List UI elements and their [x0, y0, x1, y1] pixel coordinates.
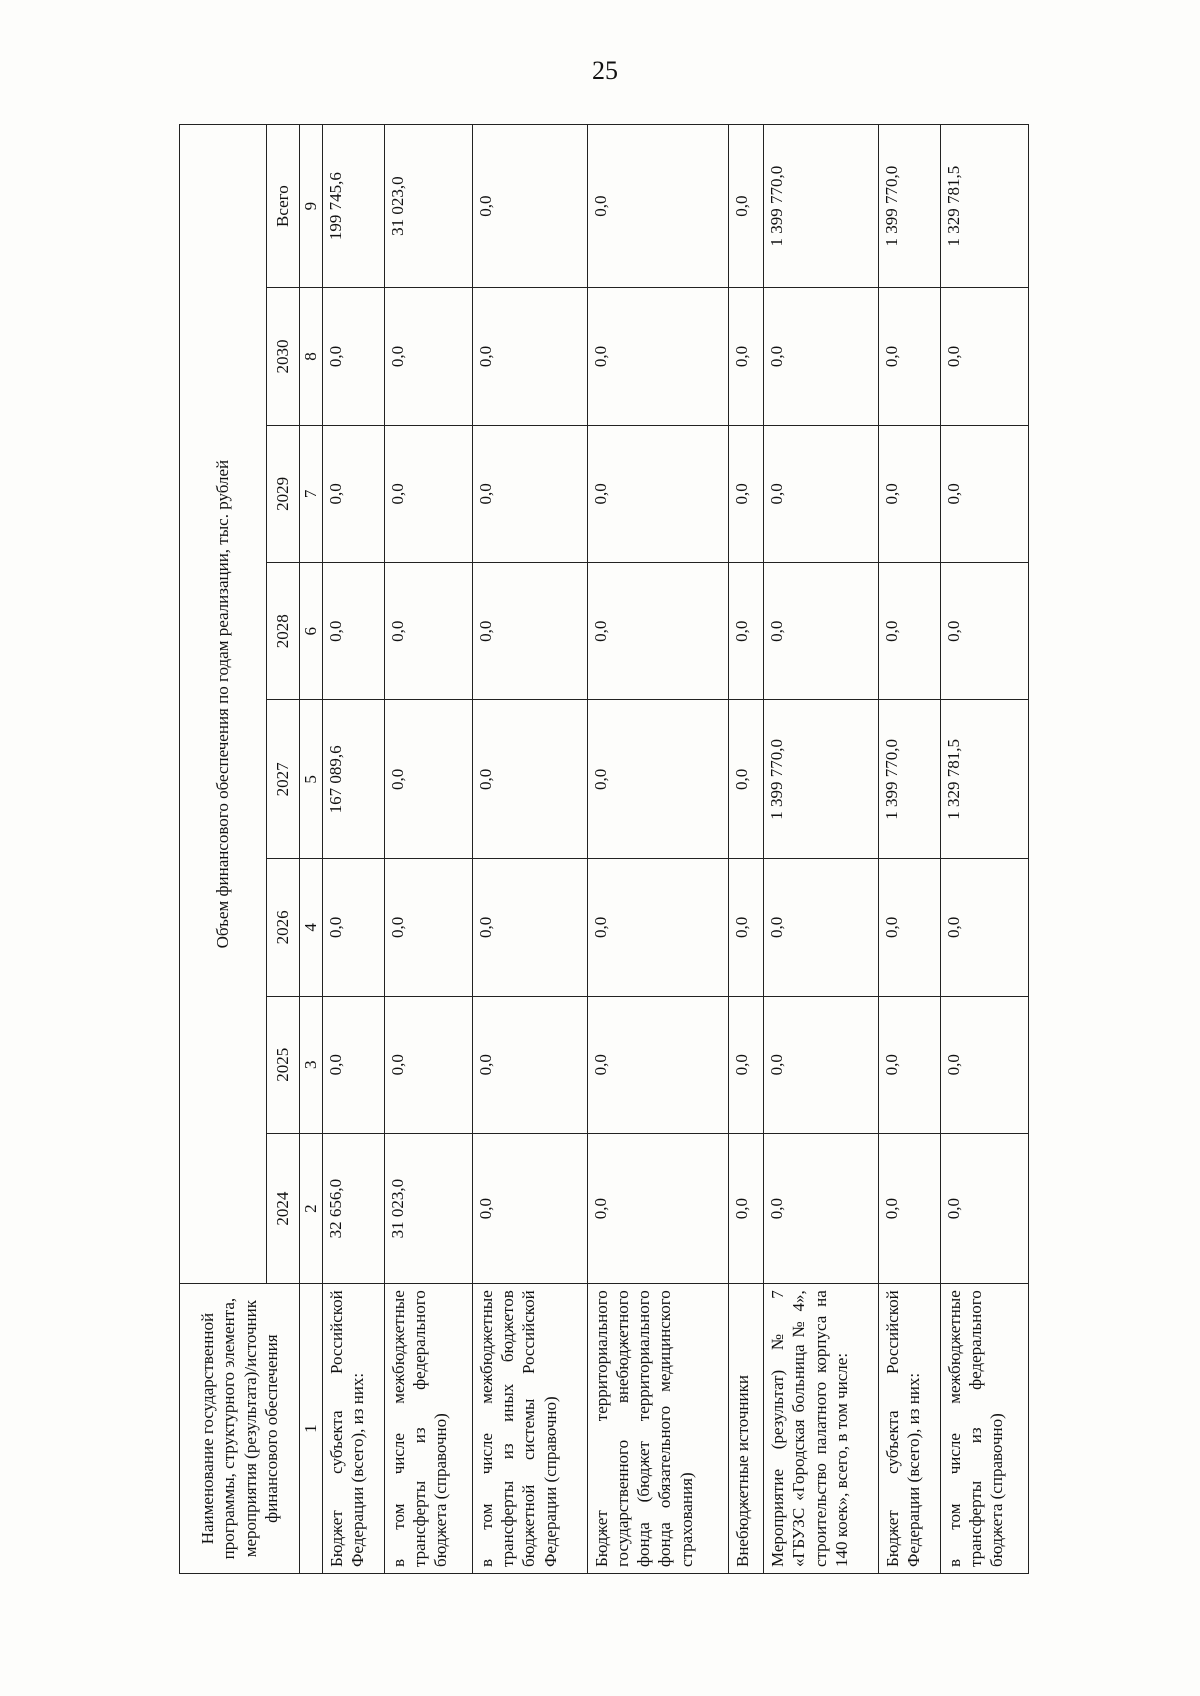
value-cell: 0,0	[728, 700, 763, 859]
financing-table	[179, 124, 1029, 1574]
value-cell: 0,0	[940, 288, 1028, 425]
value-cell: 0,0	[384, 425, 472, 562]
value-cell: 0,0	[764, 1133, 879, 1283]
value-cell: 0,0	[323, 288, 385, 425]
column-number: 1	[300, 1284, 323, 1574]
year-header: 2028	[267, 563, 300, 700]
value-cell: 0,0	[472, 859, 587, 996]
year-header: 2026	[267, 859, 300, 996]
value-cell: 1 399 770,0	[764, 125, 879, 288]
column-number: 4	[300, 859, 323, 996]
row-name: в том числе межбюджетные трансферты из иных бюджетов бюджетной системы Российской Федерации (справочно)	[472, 1284, 587, 1574]
value-cell: 0,0	[587, 563, 728, 700]
value-cell: 0,0	[728, 1133, 763, 1283]
value-cell: 1 399 770,0	[878, 125, 940, 288]
value-cell: 1 329 781,5	[940, 125, 1028, 288]
value-cell: 0,0	[940, 563, 1028, 700]
value-cell: 167 089,6	[323, 700, 385, 859]
value-cell: 0,0	[323, 563, 385, 700]
table-row	[587, 125, 728, 1574]
value-cell: 0,0	[728, 288, 763, 425]
value-cell: 0,0	[878, 425, 940, 562]
row-name: Бюджет субъекта Российской Федерации (всего), из них:	[323, 1284, 385, 1574]
value-cell: 0,0	[728, 859, 763, 996]
value-cell: 0,0	[764, 288, 879, 425]
value-cell: 0,0	[472, 1133, 587, 1283]
value-cell: 0,0	[728, 563, 763, 700]
value-cell: 0,0	[878, 1133, 940, 1283]
value-cell: 0,0	[472, 288, 587, 425]
value-cell: 0,0	[587, 425, 728, 562]
value-cell: 0,0	[472, 125, 587, 288]
value-cell: 0,0	[384, 288, 472, 425]
volume-header: Объем финансового обеспечения по годам реализации, тыс. рублей	[180, 125, 267, 1284]
column-number: 6	[300, 563, 323, 700]
row-name: Мероприятие (результат) № 7 «ГБУЗС «Городская больница № 4», строительство палатного корпуса на 140 коек», всего, в том числе:	[764, 1284, 879, 1574]
value-cell: 0,0	[728, 425, 763, 562]
value-cell: 0,0	[323, 859, 385, 996]
table-row	[940, 125, 1028, 1574]
row-name: в том числе межбюджетные трансферты из федерального бюджета (справочно)	[384, 1284, 472, 1574]
value-cell: 0,0	[878, 563, 940, 700]
table-row	[878, 125, 940, 1574]
value-cell: 0,0	[764, 996, 879, 1133]
value-cell: 0,0	[472, 425, 587, 562]
value-cell: 0,0	[587, 700, 728, 859]
value-cell: 0,0	[384, 563, 472, 700]
value-cell: 0,0	[940, 1133, 1028, 1283]
year-header: Всего	[267, 125, 300, 288]
value-cell: 0,0	[728, 996, 763, 1133]
value-cell: 0,0	[587, 859, 728, 996]
table-body	[323, 125, 1029, 1574]
value-cell: 0,0	[587, 1133, 728, 1283]
value-cell: 0,0	[764, 859, 879, 996]
column-number: 5	[300, 700, 323, 859]
value-cell: 199 745,6	[323, 125, 385, 288]
row-name: в том числе межбюджетные трансферты из федерального бюджета (справочно)	[940, 1284, 1028, 1574]
value-cell: 1 329 781,5	[940, 700, 1028, 859]
row-name: Бюджет субъекта Российской Федерации (всего), из них:	[878, 1284, 940, 1574]
value-cell: 0,0	[384, 700, 472, 859]
table-row	[764, 125, 879, 1574]
value-cell: 0,0	[764, 563, 879, 700]
value-cell: 1 399 770,0	[764, 700, 879, 859]
table-row	[323, 125, 385, 1574]
value-cell: 31 023,0	[384, 125, 472, 288]
value-cell: 0,0	[878, 288, 940, 425]
table-row	[728, 125, 763, 1574]
value-cell: 0,0	[472, 996, 587, 1133]
column-number: 3	[300, 996, 323, 1133]
row-name: Внебюджетные источники	[728, 1284, 763, 1574]
column-number: 2	[300, 1133, 323, 1283]
value-cell: 0,0	[940, 859, 1028, 996]
value-cell: 0,0	[587, 996, 728, 1133]
value-cell: 0,0	[587, 288, 728, 425]
year-header: 2027	[267, 700, 300, 859]
value-cell: 0,0	[878, 859, 940, 996]
year-header: 2024	[267, 1133, 300, 1283]
value-cell: 32 656,0	[323, 1133, 385, 1283]
table-row	[472, 125, 587, 1574]
column-number: 7	[300, 425, 323, 562]
value-cell: 0,0	[323, 425, 385, 562]
name-column-header: Наименование государственной программы, структурного элемента, мероприятия (результата)/источник финансового обеспечения	[180, 1284, 300, 1574]
value-cell: 0,0	[384, 859, 472, 996]
value-cell: 0,0	[472, 563, 587, 700]
value-cell: 0,0	[587, 125, 728, 288]
value-cell: 0,0	[384, 996, 472, 1133]
year-header: 2029	[267, 425, 300, 562]
column-number: 8	[300, 288, 323, 425]
value-cell: 0,0	[764, 425, 879, 562]
value-cell: 0,0	[878, 996, 940, 1133]
table-row	[384, 125, 472, 1574]
rotated-table-container	[179, 124, 1029, 1574]
column-number: 9	[300, 125, 323, 288]
page-number: 25	[592, 56, 618, 85]
year-header: 2025	[267, 996, 300, 1133]
header-row-main	[180, 125, 267, 1574]
value-cell: 0,0	[323, 996, 385, 1133]
value-cell: 0,0	[728, 125, 763, 288]
value-cell: 0,0	[472, 700, 587, 859]
value-cell: 0,0	[940, 425, 1028, 562]
value-cell: 1 399 770,0	[878, 700, 940, 859]
value-cell: 0,0	[940, 996, 1028, 1133]
value-cell: 31 023,0	[384, 1133, 472, 1283]
row-name: Бюджет территориального государственного внебюджетного фонда (бюджет территориального фонда обязательного медицинского страхования)	[587, 1284, 728, 1574]
year-header: 2030	[267, 288, 300, 425]
header-row-column-numbers	[300, 125, 323, 1574]
